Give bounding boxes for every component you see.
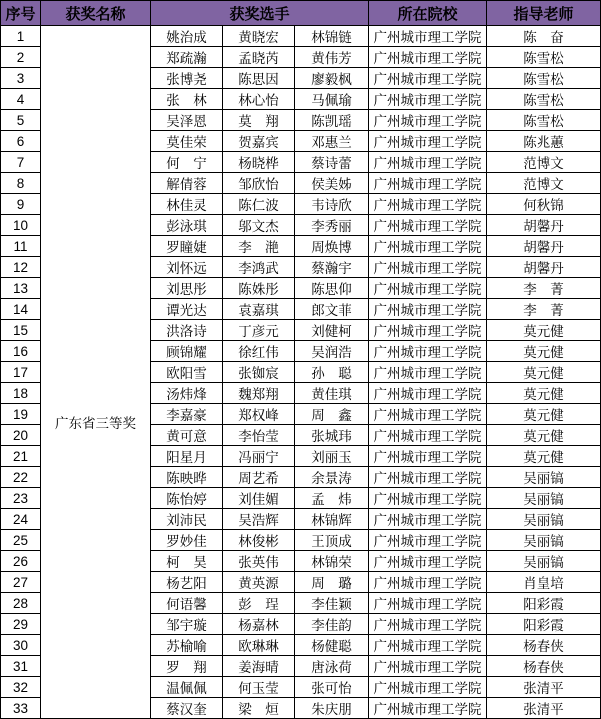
winner-name-cell-2[interactable]: 冯丽宁 xyxy=(223,446,295,467)
school-cell[interactable]: 广州城市理工学院 xyxy=(369,614,487,635)
row-index-cell[interactable]: 28 xyxy=(1,593,41,614)
winner-name-cell-1[interactable]: 谭光达 xyxy=(151,299,223,320)
advisor-cell[interactable]: 吴丽镐 xyxy=(487,467,601,488)
winner-name-cell-3[interactable]: 马佩瑜 xyxy=(295,89,369,110)
winner-name-cell-1[interactable]: 刘怀远 xyxy=(151,257,223,278)
winner-name-cell-1[interactable]: 张博尧 xyxy=(151,68,223,89)
winner-name-cell-3[interactable]: 蔡瀚宇 xyxy=(295,257,369,278)
winner-name-cell-3[interactable]: 李佳韵 xyxy=(295,614,369,635)
row-index-cell[interactable]: 9 xyxy=(1,194,41,215)
school-cell[interactable]: 广州城市理工学院 xyxy=(369,404,487,425)
winner-name-cell-2[interactable]: 何玉莹 xyxy=(223,677,295,698)
row-index-cell[interactable]: 29 xyxy=(1,614,41,635)
winner-name-cell-2[interactable]: 魏郑翔 xyxy=(223,383,295,404)
row-index-cell[interactable]: 13 xyxy=(1,278,41,299)
row-index-cell[interactable]: 8 xyxy=(1,173,41,194)
advisor-cell[interactable]: 陈雪松 xyxy=(487,89,601,110)
school-cell[interactable]: 广州城市理工学院 xyxy=(369,257,487,278)
row-index-cell[interactable]: 30 xyxy=(1,635,41,656)
winner-name-cell-2[interactable]: 贺嘉宾 xyxy=(223,131,295,152)
advisor-cell[interactable]: 吴丽镐 xyxy=(487,530,601,551)
winner-name-cell-2[interactable]: 刘佳媚 xyxy=(223,488,295,509)
school-cell[interactable]: 广州城市理工学院 xyxy=(369,152,487,173)
table-body xyxy=(1,26,601,719)
row-index-cell[interactable]: 7 xyxy=(1,152,41,173)
advisor-cell[interactable]: 胡馨丹 xyxy=(487,257,601,278)
row-index-cell[interactable]: 6 xyxy=(1,131,41,152)
winner-name-cell-1[interactable]: 张 林 xyxy=(151,89,223,110)
advisor-cell[interactable]: 吴丽镐 xyxy=(487,509,601,530)
winner-name-cell-3[interactable]: 周焕博 xyxy=(295,236,369,257)
row-index-cell[interactable]: 14 xyxy=(1,299,41,320)
header-index: 序号 xyxy=(1,1,41,26)
winner-name-cell-2[interactable]: 陈思因 xyxy=(223,68,295,89)
winner-name-cell-3[interactable]: 侯美姊 xyxy=(295,173,369,194)
winner-name-cell-2[interactable]: 杨嘉林 xyxy=(223,614,295,635)
winner-name-cell-1[interactable]: 解倩蓉 xyxy=(151,173,223,194)
advisor-cell[interactable]: 莫元健 xyxy=(487,362,601,383)
winner-name-cell-1[interactable]: 刘沛民 xyxy=(151,509,223,530)
winner-name-cell-2[interactable]: 黄英源 xyxy=(223,572,295,593)
table-header xyxy=(1,1,601,26)
winner-name-cell-1[interactable]: 洪洛诗 xyxy=(151,320,223,341)
row-index-cell[interactable]: 33 xyxy=(1,698,41,719)
winner-name-cell-1[interactable]: 汤炜烽 xyxy=(151,383,223,404)
winner-name-cell-2[interactable]: 李 滟 xyxy=(223,236,295,257)
winner-name-cell-3[interactable]: 李佳颖 xyxy=(295,593,369,614)
winner-name-cell-1[interactable]: 吴泽恩 xyxy=(151,110,223,131)
winner-name-cell-1[interactable]: 柯 昊 xyxy=(151,551,223,572)
winner-name-cell-3[interactable]: 邓惠兰 xyxy=(295,131,369,152)
winner-name-cell-3[interactable]: 孙 聪 xyxy=(295,362,369,383)
header-row xyxy=(1,1,601,26)
advisor-cell[interactable]: 胡馨丹 xyxy=(487,215,601,236)
winner-name-cell-3[interactable]: 张可怡 xyxy=(295,677,369,698)
winner-name-cell-1[interactable]: 蔡汉奎 xyxy=(151,698,223,719)
advisor-cell[interactable]: 杨春侠 xyxy=(487,656,601,677)
row-index-cell[interactable]: 19 xyxy=(1,404,41,425)
winner-name-cell-1[interactable]: 彭泳琪 xyxy=(151,215,223,236)
winner-name-cell-1[interactable]: 欧阳雪 xyxy=(151,362,223,383)
row-index-cell[interactable]: 25 xyxy=(1,530,41,551)
winner-name-cell-1[interactable]: 阳星月 xyxy=(151,446,223,467)
school-cell[interactable]: 广州城市理工学院 xyxy=(369,677,487,698)
winner-name-cell-2[interactable]: 张英伟 xyxy=(223,551,295,572)
winner-name-cell-2[interactable]: 欧琳琳 xyxy=(223,635,295,656)
winner-name-cell-2[interactable]: 吴浩辉 xyxy=(223,509,295,530)
winner-name-cell-3[interactable]: 王顶成 xyxy=(295,530,369,551)
advisor-cell[interactable]: 陈雪松 xyxy=(487,110,601,131)
winner-name-cell-3[interactable]: 蔡诗蕾 xyxy=(295,152,369,173)
row-index-cell[interactable]: 26 xyxy=(1,551,41,572)
winner-name-cell-3[interactable]: 黄伟芳 xyxy=(295,47,369,68)
winner-name-cell-3[interactable]: 陈凯瑶 xyxy=(295,110,369,131)
school-cell[interactable]: 广州城市理工学院 xyxy=(369,383,487,404)
row-index-cell[interactable]: 18 xyxy=(1,383,41,404)
winner-name-cell-2[interactable]: 林俊彬 xyxy=(223,530,295,551)
winner-name-cell-1[interactable]: 李嘉豪 xyxy=(151,404,223,425)
school-cell[interactable]: 广州城市理工学院 xyxy=(369,194,487,215)
school-cell[interactable]: 广州城市理工学院 xyxy=(369,362,487,383)
school-cell[interactable]: 广州城市理工学院 xyxy=(369,131,487,152)
winner-name-cell-2[interactable]: 徐红伟 xyxy=(223,341,295,362)
advisor-cell[interactable]: 莫元健 xyxy=(487,425,601,446)
advisor-cell[interactable]: 何秋锦 xyxy=(487,194,601,215)
advisor-cell[interactable]: 陈 奋 xyxy=(487,26,601,47)
school-cell[interactable]: 广州城市理工学院 xyxy=(369,215,487,236)
advisor-cell[interactable]: 莫元健 xyxy=(487,341,601,362)
school-cell[interactable]: 广州城市理工学院 xyxy=(369,635,487,656)
winner-name-cell-1[interactable]: 郑疏瀚 xyxy=(151,47,223,68)
header-school: 所在院校 xyxy=(369,1,487,26)
winner-name-cell-2[interactable]: 袁嘉琪 xyxy=(223,299,295,320)
winner-name-cell-2[interactable]: 孟晓芮 xyxy=(223,47,295,68)
winner-name-cell-1[interactable]: 何 宁 xyxy=(151,152,223,173)
winner-name-cell-1[interactable]: 陈怡婷 xyxy=(151,488,223,509)
row-index-cell[interactable]: 15 xyxy=(1,320,41,341)
school-cell[interactable]: 广州城市理工学院 xyxy=(369,446,487,467)
advisor-cell[interactable]: 杨春侠 xyxy=(487,635,601,656)
winner-name-cell-2[interactable]: 丁彦元 xyxy=(223,320,295,341)
row-index-cell[interactable]: 20 xyxy=(1,425,41,446)
advisor-cell[interactable]: 阳彩霞 xyxy=(487,593,601,614)
winner-name-cell-3[interactable]: 刘丽玉 xyxy=(295,446,369,467)
school-cell[interactable]: 广州城市理工学院 xyxy=(369,341,487,362)
school-cell[interactable]: 广州城市理工学院 xyxy=(369,488,487,509)
award-name-label: 广东省三等奖 xyxy=(55,415,136,431)
winner-name-cell-1[interactable]: 罗 翔 xyxy=(151,656,223,677)
winner-name-cell-2[interactable]: 陈姝彤 xyxy=(223,278,295,299)
winner-name-cell-2[interactable]: 彭 珵 xyxy=(223,593,295,614)
winner-name-cell-2[interactable]: 黄晓宏 xyxy=(223,26,295,47)
row-index-cell[interactable]: 12 xyxy=(1,257,41,278)
winner-name-cell-3[interactable]: 吴润浩 xyxy=(295,341,369,362)
winner-name-cell-1[interactable]: 杨艺阳 xyxy=(151,572,223,593)
winner-name-cell-3[interactable]: 郎文菲 xyxy=(295,299,369,320)
school-cell[interactable]: 广州城市理工学院 xyxy=(369,278,487,299)
school-cell[interactable]: 广州城市理工学院 xyxy=(369,320,487,341)
winner-name-cell-1[interactable]: 姚治成 xyxy=(151,26,223,47)
school-cell[interactable]: 广州城市理工学院 xyxy=(369,467,487,488)
winner-name-cell-3[interactable]: 李秀丽 xyxy=(295,215,369,236)
winner-name-cell-3[interactable]: 林锦链 xyxy=(295,26,369,47)
advisor-cell[interactable]: 莫元健 xyxy=(487,320,601,341)
row-index-cell[interactable]: 5 xyxy=(1,110,41,131)
school-cell[interactable]: 广州城市理工学院 xyxy=(369,551,487,572)
winner-name-cell-3[interactable]: 陈思仰 xyxy=(295,278,369,299)
winner-name-cell-3[interactable]: 刘健柯 xyxy=(295,320,369,341)
winner-name-cell-2[interactable]: 姜海晴 xyxy=(223,656,295,677)
winner-name-cell-2[interactable]: 梁 烜 xyxy=(223,698,295,719)
winner-name-cell-3[interactable]: 唐泳荷 xyxy=(295,656,369,677)
row-index-cell[interactable]: 32 xyxy=(1,677,41,698)
winner-name-cell-3[interactable]: 朱庆朋 xyxy=(295,698,369,719)
advisor-cell[interactable]: 莫元健 xyxy=(487,383,601,404)
winner-name-cell-3[interactable]: 余景涛 xyxy=(295,467,369,488)
school-cell[interactable]: 广州城市理工学院 xyxy=(369,68,487,89)
advisor-cell[interactable]: 范博文 xyxy=(487,152,601,173)
row-index-cell[interactable]: 11 xyxy=(1,236,41,257)
school-cell[interactable]: 广州城市理工学院 xyxy=(369,425,487,446)
winner-name-cell-3[interactable]: 周 鑫 xyxy=(295,404,369,425)
row-index-cell[interactable]: 23 xyxy=(1,488,41,509)
row-index-cell[interactable]: 21 xyxy=(1,446,41,467)
winner-name-cell-1[interactable]: 罗妙佳 xyxy=(151,530,223,551)
winner-name-cell-1[interactable]: 苏榆喻 xyxy=(151,635,223,656)
winner-name-cell-2[interactable]: 邹欣怡 xyxy=(223,173,295,194)
row-index-cell[interactable]: 31 xyxy=(1,656,41,677)
winner-name-cell-3[interactable]: 林锦辉 xyxy=(295,509,369,530)
award-name-cell[interactable] xyxy=(41,26,151,719)
advisor-cell[interactable]: 吴丽镐 xyxy=(487,488,601,509)
school-cell[interactable]: 广州城市理工学院 xyxy=(369,656,487,677)
winner-name-cell-3[interactable]: 杨健聪 xyxy=(295,635,369,656)
row-index-cell[interactable]: 4 xyxy=(1,89,41,110)
row-index-cell[interactable]: 1 xyxy=(1,26,41,47)
advisor-cell[interactable]: 李 菁 xyxy=(487,278,601,299)
winner-name-cell-3[interactable]: 张城玮 xyxy=(295,425,369,446)
winner-name-cell-1[interactable]: 刘思彤 xyxy=(151,278,223,299)
school-cell[interactable]: 广州城市理工学院 xyxy=(369,572,487,593)
school-cell[interactable]: 广州城市理工学院 xyxy=(369,299,487,320)
winner-name-cell-2[interactable]: 莫 翔 xyxy=(223,110,295,131)
winner-name-cell-2[interactable]: 杨晓桦 xyxy=(223,152,295,173)
winner-name-cell-2[interactable]: 李鸿武 xyxy=(223,257,295,278)
advisor-cell[interactable]: 陈兆蕙 xyxy=(487,131,601,152)
row-index-cell[interactable]: 16 xyxy=(1,341,41,362)
school-cell[interactable]: 广州城市理工学院 xyxy=(369,47,487,68)
winner-name-cell-3[interactable]: 韦诗欣 xyxy=(295,194,369,215)
advisor-cell[interactable]: 张清平 xyxy=(487,677,601,698)
winner-name-cell-1[interactable]: 黄可意 xyxy=(151,425,223,446)
winner-name-cell-2[interactable]: 郑权峰 xyxy=(223,404,295,425)
row-index-cell[interactable]: 10 xyxy=(1,215,41,236)
row-index-cell[interactable]: 17 xyxy=(1,362,41,383)
header-advisor: 指导老师 xyxy=(487,1,601,26)
winner-name-cell-3[interactable]: 林锦荣 xyxy=(295,551,369,572)
row-index-cell[interactable]: 2 xyxy=(1,47,41,68)
winner-name-cell-3[interactable]: 黄佳琪 xyxy=(295,383,369,404)
winner-name-cell-1[interactable]: 罗瞳婕 xyxy=(151,236,223,257)
school-cell[interactable]: 广州城市理工学院 xyxy=(369,698,487,719)
winner-name-cell-3[interactable]: 廖毅枫 xyxy=(295,68,369,89)
advisor-cell[interactable]: 范博文 xyxy=(487,173,601,194)
school-cell[interactable]: 广州城市理工学院 xyxy=(369,236,487,257)
winner-name-cell-1[interactable]: 林佳灵 xyxy=(151,194,223,215)
school-cell[interactable]: 广州城市理工学院 xyxy=(369,110,487,131)
winner-name-cell-1[interactable]: 何语馨 xyxy=(151,593,223,614)
winner-name-cell-1[interactable]: 陈映晔 xyxy=(151,467,223,488)
advisor-cell[interactable]: 胡馨丹 xyxy=(487,236,601,257)
school-cell[interactable]: 广州城市理工学院 xyxy=(369,509,487,530)
row-index-cell[interactable]: 22 xyxy=(1,467,41,488)
winner-name-cell-3[interactable]: 周 璐 xyxy=(295,572,369,593)
winner-name-cell-2[interactable]: 张铷宸 xyxy=(223,362,295,383)
row-index-cell[interactable]: 27 xyxy=(1,572,41,593)
header-award-name: 获奖名称 xyxy=(41,1,151,26)
advisor-cell[interactable]: 李 菁 xyxy=(487,299,601,320)
winner-name-cell-1[interactable]: 邹宇璇 xyxy=(151,614,223,635)
winner-name-cell-2[interactable]: 邬文杰 xyxy=(223,215,295,236)
winner-name-cell-2[interactable]: 陈仁波 xyxy=(223,194,295,215)
winner-name-cell-2[interactable]: 李怡莹 xyxy=(223,425,295,446)
school-cell[interactable]: 广州城市理工学院 xyxy=(369,89,487,110)
advisor-cell[interactable]: 肖皇培 xyxy=(487,572,601,593)
advisor-cell[interactable]: 陈雪松 xyxy=(487,47,601,68)
advisor-cell[interactable]: 莫元健 xyxy=(487,446,601,467)
winner-name-cell-3[interactable]: 孟 炜 xyxy=(295,488,369,509)
table-row xyxy=(1,26,601,47)
advisor-cell[interactable]: 陈雪松 xyxy=(487,68,601,89)
school-cell[interactable]: 广州城市理工学院 xyxy=(369,530,487,551)
header-winners: 获奖选手 xyxy=(151,1,369,26)
advisor-cell[interactable]: 张清平 xyxy=(487,698,601,719)
row-index-cell[interactable]: 3 xyxy=(1,68,41,89)
winner-name-cell-1[interactable]: 温佩佩 xyxy=(151,677,223,698)
school-cell[interactable]: 广州城市理工学院 xyxy=(369,26,487,47)
school-cell[interactable]: 广州城市理工学院 xyxy=(369,173,487,194)
winner-name-cell-1[interactable]: 顾锦耀 xyxy=(151,341,223,362)
school-cell[interactable]: 广州城市理工学院 xyxy=(369,593,487,614)
winner-name-cell-2[interactable]: 周艺希 xyxy=(223,467,295,488)
winner-name-cell-1[interactable]: 莫佳荣 xyxy=(151,131,223,152)
advisor-cell[interactable]: 吴丽镐 xyxy=(487,551,601,572)
winner-name-cell-2[interactable]: 林心怡 xyxy=(223,89,295,110)
advisor-cell[interactable]: 莫元健 xyxy=(487,404,601,425)
row-index-cell[interactable]: 24 xyxy=(1,509,41,530)
advisor-cell[interactable]: 阳彩霞 xyxy=(487,614,601,635)
